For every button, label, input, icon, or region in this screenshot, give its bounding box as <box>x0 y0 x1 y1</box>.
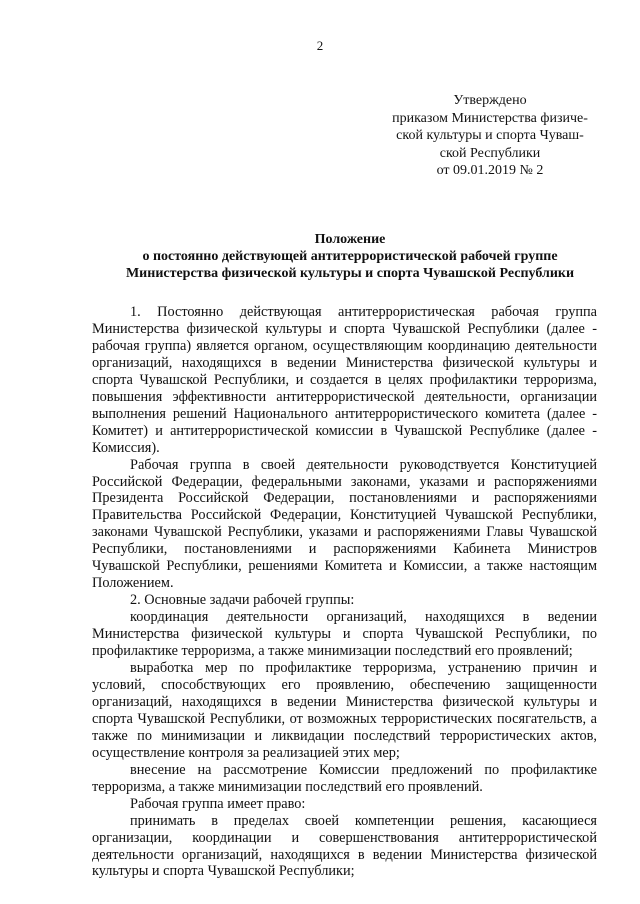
paragraph: 2. Основные задачи рабочей группы: <box>130 592 355 609</box>
paragraph: координация деятельности организаций, находящихся в ведении Министерства физической культуры и спорта Чувашской Республики, по профилактике терроризма, а также минимизации последствий его проявлений; <box>92 609 597 660</box>
approval-line: ской Республики <box>439 145 541 161</box>
approval-stamp <box>392 92 588 180</box>
paragraph: принимать в пределах своей компетенции решения, касающиеся организации, координации и совершенствования антитеррористической деятельности организаций, находящихся в ведении Министерства физической культуры и спорта Чувашской Республики; <box>92 812 597 880</box>
approval-line: от 09.01.2019 № 2 <box>436 163 544 178</box>
document-body <box>92 304 597 880</box>
paragraph: внесение на рассмотрение Комиссии предложений по профилактике терроризма, а также минимизации последствий его проявлений. <box>92 761 597 795</box>
approval-line: приказом Министерства физиче- <box>392 110 588 126</box>
document-title <box>60 231 640 282</box>
paragraph: 1. Постоянно действующая антитеррористическая рабочая группа Министерства физической культуры и спорта Чувашской Республики (далее - рабочая группа) является органом, осуществляющим координацию деятельности организаций, находящихся в ведении Министерства физической культуры и спорта Чувашской Республики, и создается в целях профилактики терроризма, повышения эффективности антитеррористической деятельности, организации выполнения решений Национального антитеррористического комитета (далее - Комитет) и антитеррористической комиссии в Чувашской Республике (далее - Комиссия). <box>92 304 597 456</box>
approval-line: ской культуры и спорта Чуваш- <box>396 128 584 143</box>
paragraph: Рабочая группа в своей деятельности руководствуется Конституцией Российской Федерации, федеральными законами, указами и распоряжениями Президента Российской Федерации, постановлениями и распоряжениями Правительства Российской Федерации, Конституцией Чувашской Республики, законами Чувашской Республики, указами и распоряжениями Главы Чувашской Республики, постановлениями и распоряжениями Кабинета Министров Чувашской Республики, решениями Комитета и Комиссии, а также настоящим Положением. <box>92 456 597 592</box>
title-line: о постоянно действующей антитеррористической рабочей группе <box>142 249 558 264</box>
paragraph: выработка мер по профилактике терроризма, устранению причин и условий, способствующих его проявлению, обеспечению защищенности организаций, находящихся в ведении Министерства физической культуры и спорта Чувашской Республики, от возможных террористических посягательств, а также по минимизации и ликвидации последствий террористических актов, осуществление контроля за реализацией этих мер; <box>92 660 597 761</box>
approval-line: Утверждено <box>453 93 527 108</box>
paragraph: Рабочая группа имеет право: <box>130 795 306 812</box>
page-number: 2 <box>316 38 324 53</box>
title-line: Министерства физической культуры и спорта Чувашской Республики <box>125 266 575 281</box>
title-line: Положение <box>314 232 386 247</box>
